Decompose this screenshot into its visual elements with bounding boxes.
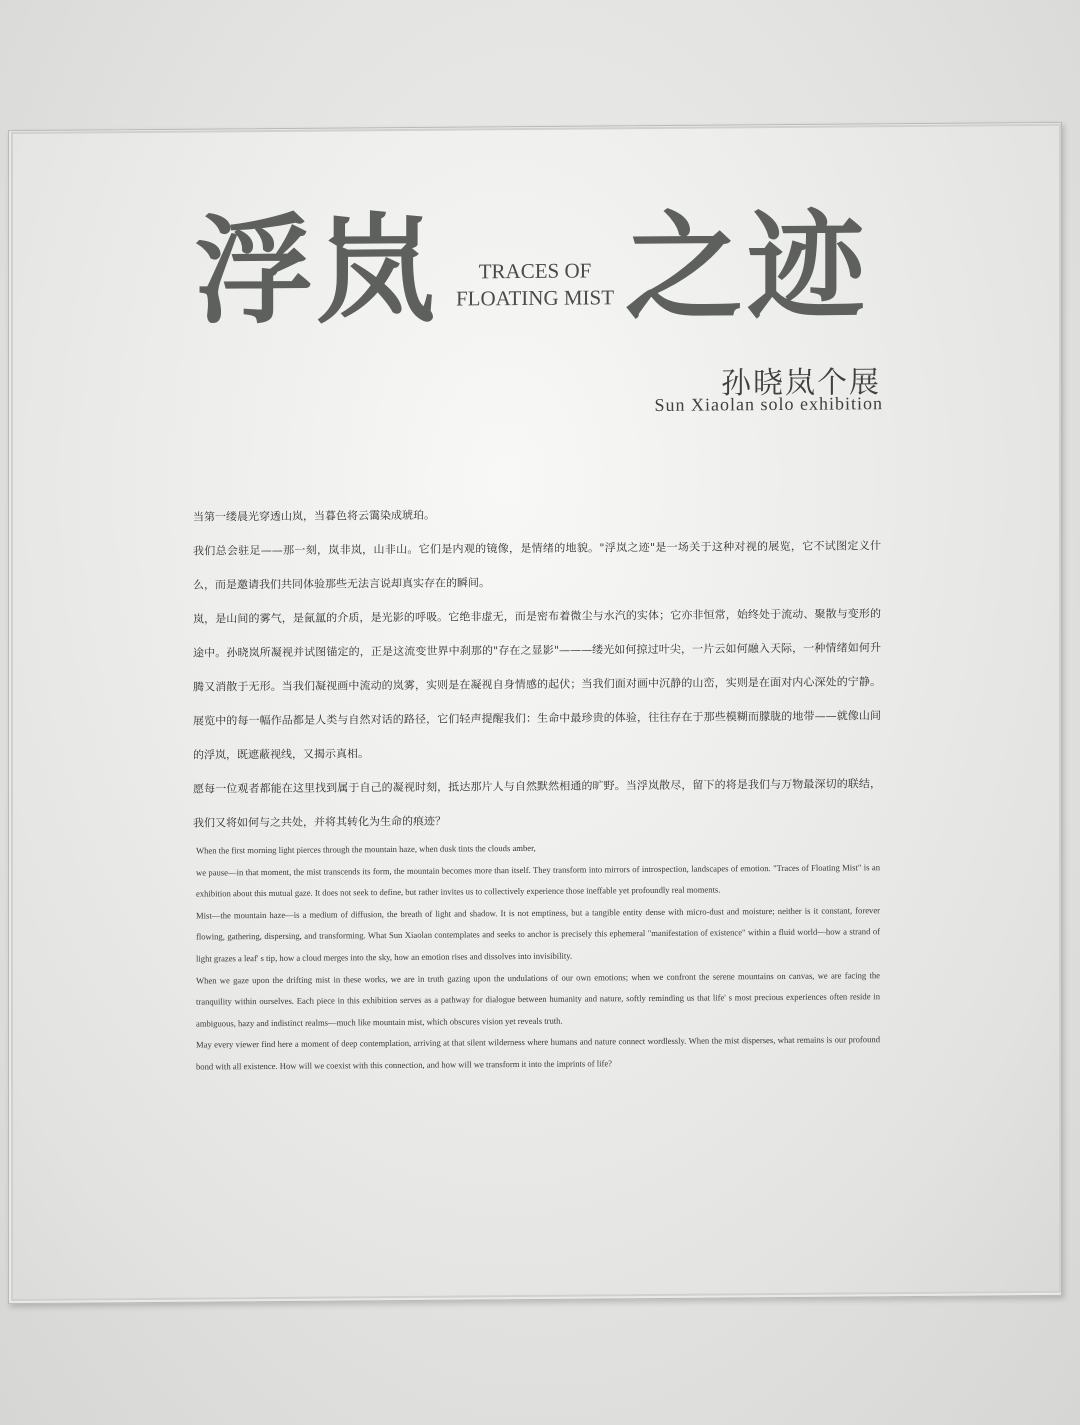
title-en-line1: TRACES OF	[478, 258, 592, 284]
artist-name-cn: 孙晓岚个展	[721, 365, 881, 402]
title-cn-left: 浮岚	[195, 199, 440, 341]
en-paragraph: May every viewer find here a moment of deep contemplation, arriving at that silent wilderness where humans and nature connect wordlessly. When the mist disperses, what remains is our profound bond with all existence. How will we coexist with this connection, and how will we transform it into the imprints of life?	[196, 1034, 880, 1072]
en-paragraph: we pause—in that moment, the mist transcends its form, the mountain becomes more than itself. They transform into mirrors of introspection, landscapes of emotion. "Traces of Floating Mist" is an exhibition about this mutual gaze. It does not seek to define, but rather invites us to collectively experience those ineffable yet profoundly real moments.	[196, 861, 880, 899]
artist-name-en: Sun Xiaolan solo exhibition	[654, 393, 883, 415]
exhibition-panel	[11, 124, 1061, 1301]
en-paragraph: Mist—the mountain haze—is a medium of diffusion, the breath of light and shadow. It is not emptiness, but a tangible entity dense with micro-dust and moisture; neither is it constant, forever flowing, gathering, dispersing, and transforming. What Sun Xiaolan contemplates and seeks to anchor is precisely this ephemeral "manifestation of existence" within a fluid world—how a strand of light grazes a leaf' s tip, how a cloud merges into the sky, how an emotion rises and dissolves into invisibility.	[196, 904, 880, 964]
english-introduction	[196, 835, 880, 1078]
cn-paragraph: 愿每一位观者都能在这里找到属于自己的凝视时刻，抵达那片人与自然默然相通的旷野。当浮岚散尽，留下的将是我们与万物最深切的联结，我们又将如何与之共处，并将其转化为生命的痕迹？	[193, 777, 881, 830]
en-paragraph: When the first morning light pierces through the mountain haze, when dusk tints the clouds amber,	[196, 842, 536, 856]
title-en-line2: FLOATING MIST	[455, 285, 615, 311]
en-paragraph: When we gaze upon the drifting mist in these works, we are in truth gazing upon the undulations of our own emotions; when we confront the serene mountains on canvas, we are facing the tranquility within ourselves. Each piece in this exhibition serves as a pathway for dialogue between humanity and nature, softly reminding us that life' s most precious experiences often reside in ambiguous, hazy and indistinct realms—much like mountain mist, which obscures vision yet reveals truth.	[196, 969, 880, 1029]
title-cn-right: 之迹	[625, 196, 870, 338]
cn-paragraph: 我们总会驻足——那一刻，岚非岚，山非山。它们是内观的镜像，是情绪的地貌。"浮岚之迹"是一场关于这种对视的展览，它不试图定义什么，而是邀请我们共同体验那些无法言说却真实存在的瞬间。	[193, 539, 881, 592]
cn-paragraph: 当第一缕晨光穿透山岚，当暮色将云霭染成琥珀。	[193, 508, 435, 524]
title-en	[445, 257, 625, 312]
chinese-introduction	[193, 495, 881, 840]
cn-paragraph: 岚，是山间的雾气，是氤氲的介质，是光影的呼吸。它绝非虚无，而是密布着微尘与水汽的实体；它亦非恒常，始终处于流动、聚散与变形的途中。孙晓岚所凝视并试图锚定的，正是这流变世界中刹那的"存在之显影"———缕光如何掠过叶尖，一片云如何融入天际，一种情绪如何升腾又消散于无形。当我们凝视画中流动的岚雾，实则是在凝视自身情感的起伏；当我们面对画中沉静的山峦，实则是在面对内心深处的宁静。展览中的每一幅作品都是人类与自然对话的路径，它们轻声提醒我们：生命中最珍贵的体验，往往存在于那些模糊而朦胧的地带——就像山间的浮岚，既遮蔽视线，又揭示真相。	[193, 607, 881, 762]
